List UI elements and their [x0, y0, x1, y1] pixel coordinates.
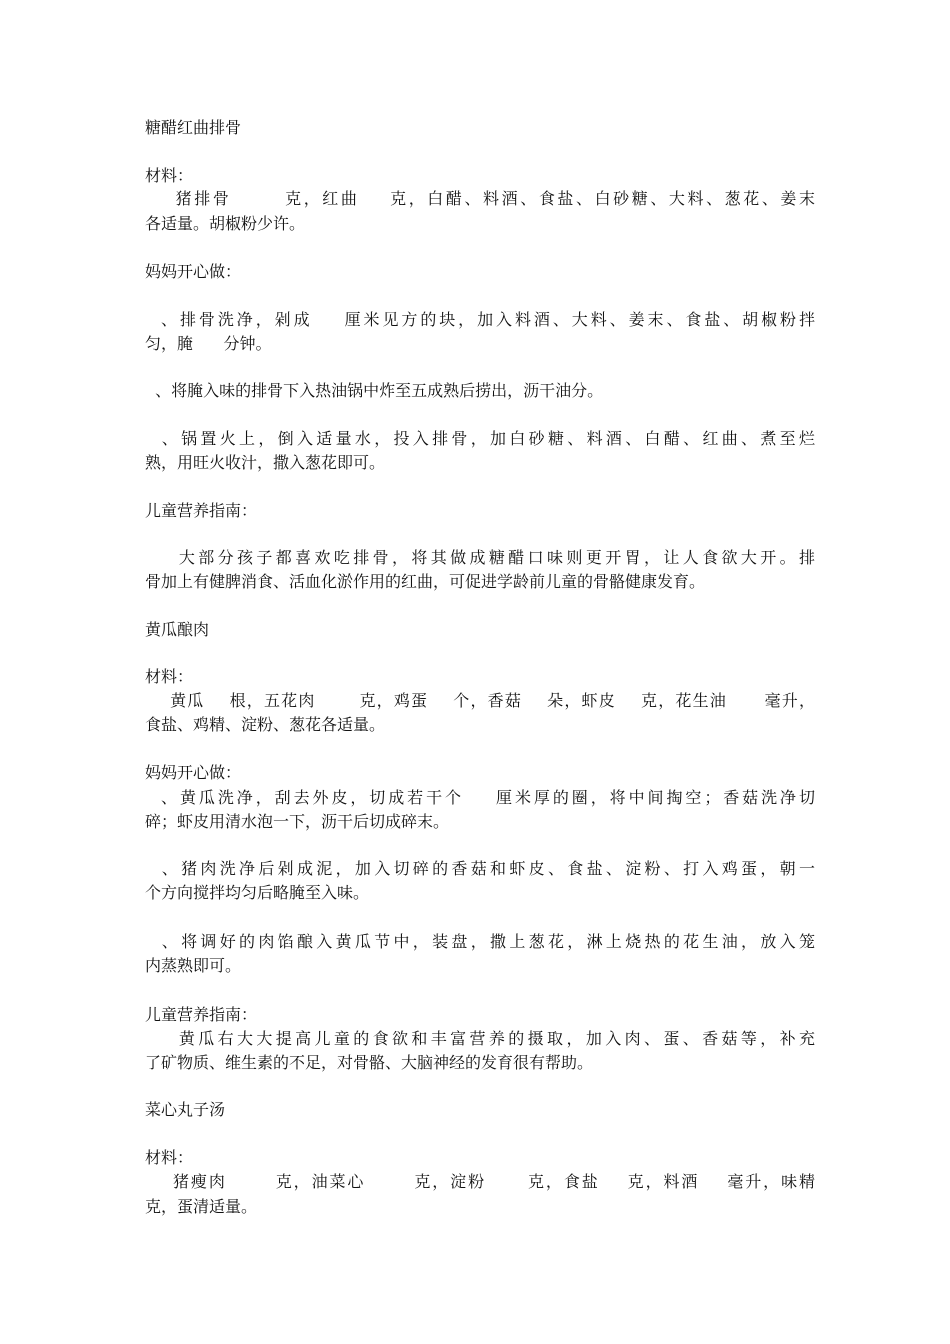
ingredients-line: 克，蛋清适量。: [145, 1197, 258, 1216]
nutrition-text: 黄瓜右大大提高儿童的食欲和丰富营养的摄取，加入肉、蛋、香菇等，补充: [145, 1029, 815, 1048]
method-step: 个方向搅拌均匀后略腌至入味。: [145, 883, 370, 902]
ingredients-line: 猪排骨 克，红曲 克，白醋、料酒、食盐、白砂糖、大料、葱花、姜末: [145, 189, 815, 208]
method-heading: 妈妈开心做：: [145, 763, 242, 782]
method-step: 、将调好的肉馅酿入黄瓜节中，装盘，撒上葱花，淋上烧热的花生油，放入笼: [145, 932, 815, 951]
ingredients-heading: 材料：: [145, 667, 194, 686]
ingredients-line: 食盐、鸡精、淀粉、葱花各适量。: [145, 715, 386, 734]
method-step: 、锅置火上，倒入适量水，投入排骨，加白砂糖、料酒、白醋、红曲、煮至烂: [145, 429, 815, 448]
nutrition-heading: 儿童营养指南：: [145, 1005, 258, 1024]
ingredients-heading: 材料：: [145, 166, 194, 185]
method-step: 匀，腌 分钟。: [145, 334, 272, 353]
method-step: 、黄瓜洗净，刮去外皮，切成若干个 厘米厚的圈，将中间掏空；香菇洗净切: [145, 788, 815, 807]
recipe-title-1: 糖醋红曲排骨: [145, 118, 242, 137]
method-step: 内蒸熟即可。: [145, 956, 242, 975]
ingredients-line: 各适量。胡椒粉少许。: [145, 214, 306, 233]
method-step: 、排骨洗净，剁成 厘米见方的块，加入料酒、大料、姜末、食盐、胡椒粉拌: [145, 310, 815, 329]
ingredients-heading: 材料：: [145, 1148, 194, 1167]
method-heading: 妈妈开心做：: [145, 262, 242, 281]
nutrition-heading: 儿童营养指南：: [145, 501, 258, 520]
ingredients-line: 黄瓜 根，五花肉 克，鸡蛋 个，香菇 朵，虾皮 克，花生油 毫升，: [145, 691, 815, 710]
ingredients-line: 猪瘦肉 克，油菜心 克，淀粉 克，食盐 克，料酒 毫升，味精: [145, 1172, 815, 1191]
recipe-title-2: 黄瓜酿肉: [145, 620, 210, 639]
recipe-title-3: 菜心丸子汤: [145, 1100, 226, 1119]
nutrition-text: 大部分孩子都喜欢吃排骨，将其做成糖醋口味则更开胃，让人食欲大开。排: [145, 548, 815, 567]
nutrition-text: 了矿物质、维生素的不足，对骨骼、大脑神经的发育很有帮助。: [145, 1053, 594, 1072]
method-step: 碎；虾皮用清水泡一下，沥干后切成碎末。: [145, 812, 450, 831]
method-step: 、将腌入味的排骨下入热油锅中炸至五成熟后捞出，沥干油分。: [145, 381, 604, 400]
method-step: 熟，用旺火收汁，撒入葱花即可。: [145, 453, 386, 472]
nutrition-text: 骨加上有健脾消食、活血化淤作用的红曲，可促进学龄前儿童的骨骼健康发育。: [145, 572, 706, 591]
method-step: 、猪肉洗净后剁成泥，加入切碎的香菇和虾皮、食盐、淀粉、打入鸡蛋，朝一: [145, 859, 815, 878]
